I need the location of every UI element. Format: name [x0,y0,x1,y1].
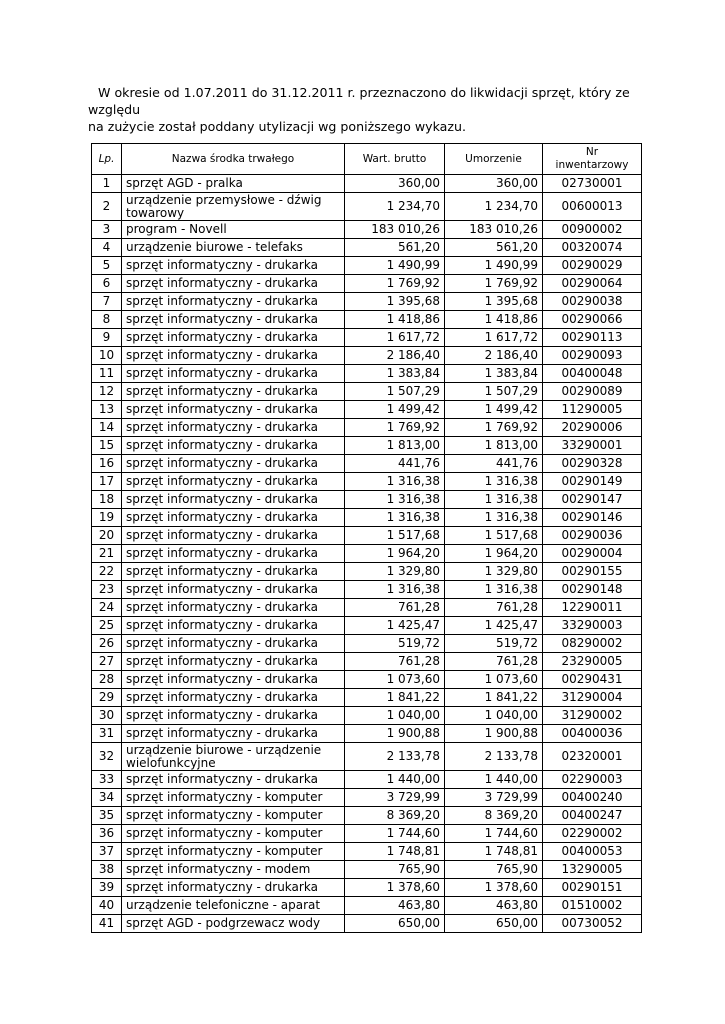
cell-depreciation: 2 186,40 [445,347,543,365]
cell-depreciation: 1 395,68 [445,293,543,311]
cell-inventory-number: 00290148 [543,581,642,599]
cell-inventory-number: 00900002 [543,221,642,239]
cell-name: sprzęt informatyczny - drukarka [122,329,345,347]
table-row [92,707,642,725]
cell-inventory-number: 13290005 [543,861,642,879]
cell-inventory-number: 23290005 [543,653,642,671]
cell-gross-value: 761,28 [345,599,445,617]
table-row [92,771,642,789]
cell-depreciation: 1 418,86 [445,311,543,329]
cell-name: sprzęt informatyczny - drukarka [122,437,345,455]
header-lp: Lp. [92,144,122,175]
intro-line-2: na zużycie został poddany utylizacji wg poniższego wykazu. [88,119,466,134]
table-row [92,789,642,807]
cell-gross-value: 1 769,92 [345,419,445,437]
cell-depreciation: 1 813,00 [445,437,543,455]
header-depreciation: Umorzenie [445,144,543,175]
cell-depreciation: 1 316,38 [445,509,543,527]
table-row [92,437,642,455]
table-row [92,293,642,311]
cell-depreciation: 1 329,80 [445,563,543,581]
cell-depreciation: 1 383,84 [445,365,543,383]
cell-depreciation: 2 133,78 [445,743,543,771]
table-row [92,545,642,563]
cell-depreciation: 561,20 [445,239,543,257]
cell-name: sprzęt AGD - podgrzewacz wody [122,915,345,933]
cell-name: sprzęt informatyczny - drukarka [122,653,345,671]
cell-lp: 7 [92,293,122,311]
cell-inventory-number: 11290005 [543,401,642,419]
table-row [92,509,642,527]
table-row [92,635,642,653]
cell-inventory-number: 00290093 [543,347,642,365]
cell-lp: 38 [92,861,122,879]
cell-inventory-number: 00290113 [543,329,642,347]
table-row [92,383,642,401]
cell-name: sprzęt informatyczny - drukarka [122,599,345,617]
cell-gross-value: 1 383,84 [345,365,445,383]
cell-lp: 14 [92,419,122,437]
cell-inventory-number: 00290004 [543,545,642,563]
cell-inventory-number: 20290006 [543,419,642,437]
table-row [92,725,642,743]
table-row [92,491,642,509]
cell-lp: 35 [92,807,122,825]
cell-lp: 11 [92,365,122,383]
cell-gross-value: 1 316,38 [345,473,445,491]
cell-gross-value: 1 813,00 [345,437,445,455]
cell-name: sprzęt informatyczny - drukarka [122,473,345,491]
cell-lp: 2 [92,193,122,221]
cell-depreciation: 1 744,60 [445,825,543,843]
cell-gross-value: 441,76 [345,455,445,473]
table-row [92,915,642,933]
cell-name: sprzęt informatyczny - drukarka [122,725,345,743]
cell-name: sprzęt informatyczny - drukarka [122,383,345,401]
cell-lp: 18 [92,491,122,509]
cell-lp: 22 [92,563,122,581]
cell-gross-value: 561,20 [345,239,445,257]
cell-lp: 4 [92,239,122,257]
cell-gross-value: 1 507,29 [345,383,445,401]
cell-gross-value: 3 729,99 [345,789,445,807]
cell-name: sprzęt informatyczny - komputer [122,843,345,861]
cell-lp: 30 [92,707,122,725]
cell-inventory-number: 00400048 [543,365,642,383]
cell-lp: 3 [92,221,122,239]
cell-depreciation: 1 490,99 [445,257,543,275]
cell-depreciation: 441,76 [445,455,543,473]
cell-lp: 1 [92,175,122,193]
cell-gross-value: 183 010,26 [345,221,445,239]
table-body [92,175,642,933]
table-row [92,671,642,689]
cell-gross-value: 1 490,99 [345,257,445,275]
cell-gross-value: 1 425,47 [345,617,445,635]
cell-lp: 29 [92,689,122,707]
cell-inventory-number: 31290004 [543,689,642,707]
cell-depreciation: 1 900,88 [445,725,543,743]
cell-lp: 20 [92,527,122,545]
cell-gross-value: 765,90 [345,861,445,879]
cell-depreciation: 1 617,72 [445,329,543,347]
cell-name: sprzęt informatyczny - drukarka [122,617,345,635]
cell-lp: 39 [92,879,122,897]
header-name: Nazwa środka trwałego [122,144,345,175]
cell-inventory-number: 00320074 [543,239,642,257]
cell-inventory-number: 33290003 [543,617,642,635]
cell-name: sprzęt informatyczny - drukarka [122,491,345,509]
cell-gross-value: 1 517,68 [345,527,445,545]
cell-lp: 8 [92,311,122,329]
cell-gross-value: 1 316,38 [345,581,445,599]
table-row [92,879,642,897]
table-row [92,473,642,491]
cell-lp: 31 [92,725,122,743]
cell-lp: 33 [92,771,122,789]
cell-depreciation: 1 316,38 [445,473,543,491]
table-row [92,617,642,635]
cell-depreciation: 761,28 [445,599,543,617]
cell-inventory-number: 02290002 [543,825,642,843]
cell-depreciation: 1 964,20 [445,545,543,563]
cell-lp: 27 [92,653,122,671]
cell-lp: 15 [92,437,122,455]
cell-gross-value: 1 841,22 [345,689,445,707]
cell-name: sprzęt informatyczny - drukarka [122,563,345,581]
cell-inventory-number: 02320001 [543,743,642,771]
table-row [92,527,642,545]
cell-inventory-number: 08290002 [543,635,642,653]
cell-inventory-number: 00290064 [543,275,642,293]
cell-name: sprzęt informatyczny - komputer [122,825,345,843]
cell-lp: 32 [92,743,122,771]
header-inventory-line-1: Nr [585,146,599,158]
cell-inventory-number: 00290036 [543,527,642,545]
cell-lp: 9 [92,329,122,347]
cell-gross-value: 519,72 [345,635,445,653]
cell-name: sprzęt informatyczny - drukarka [122,257,345,275]
cell-depreciation: 519,72 [445,635,543,653]
cell-name: sprzęt informatyczny - komputer [122,807,345,825]
assets-table [91,143,642,933]
table-row [92,455,642,473]
cell-depreciation: 1 234,70 [445,193,543,221]
table-row [92,653,642,671]
cell-gross-value: 1 440,00 [345,771,445,789]
cell-name: sprzęt informatyczny - drukarka [122,293,345,311]
cell-lp: 16 [92,455,122,473]
cell-gross-value: 1 040,00 [345,707,445,725]
cell-depreciation: 1 316,38 [445,581,543,599]
cell-lp: 19 [92,509,122,527]
cell-depreciation: 1 499,42 [445,401,543,419]
table-row [92,347,642,365]
header-inventory-line-2: inwentarzowy [555,159,629,171]
table-row [92,239,642,257]
table-row [92,689,642,707]
cell-lp: 10 [92,347,122,365]
cell-depreciation: 1 040,00 [445,707,543,725]
cell-inventory-number: 01510002 [543,897,642,915]
cell-gross-value: 1 234,70 [345,193,445,221]
cell-depreciation: 761,28 [445,653,543,671]
cell-depreciation: 1 748,81 [445,843,543,861]
cell-gross-value: 1 316,38 [345,509,445,527]
cell-gross-value: 1 769,92 [345,275,445,293]
cell-depreciation: 1 073,60 [445,671,543,689]
cell-lp: 21 [92,545,122,563]
header-inventory-number [543,144,642,175]
cell-gross-value: 463,80 [345,897,445,915]
cell-inventory-number: 00290151 [543,879,642,897]
cell-depreciation: 1 440,00 [445,771,543,789]
cell-name: urządzenie biurowe - telefaks [122,239,345,257]
cell-depreciation: 1 316,38 [445,491,543,509]
cell-gross-value: 1 744,60 [345,825,445,843]
cell-name: sprzęt AGD - pralka [122,175,345,193]
cell-lp: 26 [92,635,122,653]
cell-depreciation: 765,90 [445,861,543,879]
cell-gross-value: 360,00 [345,175,445,193]
cell-inventory-number: 12290011 [543,599,642,617]
table-row [92,193,642,221]
cell-gross-value: 1 316,38 [345,491,445,509]
cell-inventory-number: 00290149 [543,473,642,491]
table-row [92,807,642,825]
table-row [92,897,642,915]
cell-name: sprzęt informatyczny - drukarka [122,365,345,383]
cell-name: sprzęt informatyczny - modem [122,861,345,879]
cell-name: sprzęt informatyczny - drukarka [122,455,345,473]
cell-name: sprzęt informatyczny - drukarka [122,689,345,707]
table-row [92,563,642,581]
cell-name: sprzęt informatyczny - drukarka [122,635,345,653]
cell-lp: 5 [92,257,122,275]
cell-inventory-number: 33290001 [543,437,642,455]
cell-gross-value: 1 748,81 [345,843,445,861]
table-row [92,743,642,771]
cell-gross-value: 8 369,20 [345,807,445,825]
table-row [92,401,642,419]
cell-inventory-number: 00600013 [543,193,642,221]
header-gross-value: Wart. brutto [345,144,445,175]
table-row [92,861,642,879]
cell-gross-value: 1 964,20 [345,545,445,563]
cell-inventory-number: 00290328 [543,455,642,473]
cell-lp: 12 [92,383,122,401]
cell-lp: 23 [92,581,122,599]
cell-name: urządzenie telefoniczne - aparat [122,897,345,915]
cell-inventory-number: 02290003 [543,771,642,789]
cell-depreciation: 3 729,99 [445,789,543,807]
cell-name: sprzęt informatyczny - drukarka [122,527,345,545]
cell-inventory-number: 00290029 [543,257,642,275]
table-row [92,599,642,617]
cell-inventory-number: 00400240 [543,789,642,807]
cell-name: program - Novell [122,221,345,239]
cell-inventory-number: 02730001 [543,175,642,193]
cell-gross-value: 1 378,60 [345,879,445,897]
cell-name: sprzęt informatyczny - drukarka [122,509,345,527]
cell-name: sprzęt informatyczny - drukarka [122,771,345,789]
cell-name: sprzęt informatyczny - drukarka [122,311,345,329]
cell-depreciation: 1 507,29 [445,383,543,401]
cell-depreciation: 1 769,92 [445,419,543,437]
cell-depreciation: 1 425,47 [445,617,543,635]
cell-inventory-number: 00400036 [543,725,642,743]
table-row [92,221,642,239]
cell-gross-value: 2 133,78 [345,743,445,771]
cell-name: sprzęt informatyczny - drukarka [122,419,345,437]
table-row [92,581,642,599]
cell-name: urządzenie przemysłowe - dźwig towarowy [122,193,345,221]
cell-inventory-number: 00290147 [543,491,642,509]
cell-depreciation: 463,80 [445,897,543,915]
cell-inventory-number: 00400053 [543,843,642,861]
cell-gross-value: 650,00 [345,915,445,933]
cell-depreciation: 1 517,68 [445,527,543,545]
cell-inventory-number: 31290002 [543,707,642,725]
table-row [92,419,642,437]
table-row [92,365,642,383]
cell-inventory-number: 00290155 [543,563,642,581]
table-row [92,275,642,293]
cell-depreciation: 650,00 [445,915,543,933]
cell-depreciation: 183 010,26 [445,221,543,239]
table-header-row [92,144,642,175]
cell-lp: 17 [92,473,122,491]
cell-gross-value: 761,28 [345,653,445,671]
cell-inventory-number: 00290038 [543,293,642,311]
table-row [92,329,642,347]
cell-inventory-number: 00290089 [543,383,642,401]
cell-name: urządzenie biurowe - urządzenie wielofunkcyjne [122,743,345,771]
cell-name: sprzęt informatyczny - drukarka [122,545,345,563]
cell-gross-value: 1 900,88 [345,725,445,743]
cell-name: sprzęt informatyczny - komputer [122,789,345,807]
cell-gross-value: 1 617,72 [345,329,445,347]
cell-gross-value: 2 186,40 [345,347,445,365]
cell-lp: 41 [92,915,122,933]
intro-line-1: W okresie od 1.07.2011 do 31.12.2011 r. przeznaczono do likwidacji sprzęt, który ze względu [88,85,630,117]
cell-lp: 36 [92,825,122,843]
cell-depreciation: 8 369,20 [445,807,543,825]
intro-paragraph [88,84,648,135]
cell-lp: 24 [92,599,122,617]
cell-gross-value: 1 499,42 [345,401,445,419]
cell-lp: 40 [92,897,122,915]
table-row [92,843,642,861]
table-row [92,825,642,843]
cell-gross-value: 1 073,60 [345,671,445,689]
cell-lp: 25 [92,617,122,635]
cell-name: sprzęt informatyczny - drukarka [122,879,345,897]
cell-gross-value: 1 329,80 [345,563,445,581]
table-row [92,175,642,193]
cell-name: sprzęt informatyczny - drukarka [122,347,345,365]
table-row [92,257,642,275]
cell-inventory-number: 00400247 [543,807,642,825]
cell-lp: 6 [92,275,122,293]
cell-name: sprzęt informatyczny - drukarka [122,275,345,293]
cell-name: sprzęt informatyczny - drukarka [122,401,345,419]
cell-depreciation: 360,00 [445,175,543,193]
cell-gross-value: 1 418,86 [345,311,445,329]
cell-depreciation: 1 769,92 [445,275,543,293]
cell-lp: 34 [92,789,122,807]
cell-name: sprzęt informatyczny - drukarka [122,581,345,599]
table-row [92,311,642,329]
cell-inventory-number: 00290431 [543,671,642,689]
cell-lp: 28 [92,671,122,689]
cell-gross-value: 1 395,68 [345,293,445,311]
cell-inventory-number: 00290146 [543,509,642,527]
cell-name: sprzęt informatyczny - drukarka [122,671,345,689]
cell-depreciation: 1 378,60 [445,879,543,897]
cell-lp: 13 [92,401,122,419]
cell-depreciation: 1 841,22 [445,689,543,707]
cell-name: sprzęt informatyczny - drukarka [122,707,345,725]
cell-lp: 37 [92,843,122,861]
cell-inventory-number: 00290066 [543,311,642,329]
cell-inventory-number: 00730052 [543,915,642,933]
